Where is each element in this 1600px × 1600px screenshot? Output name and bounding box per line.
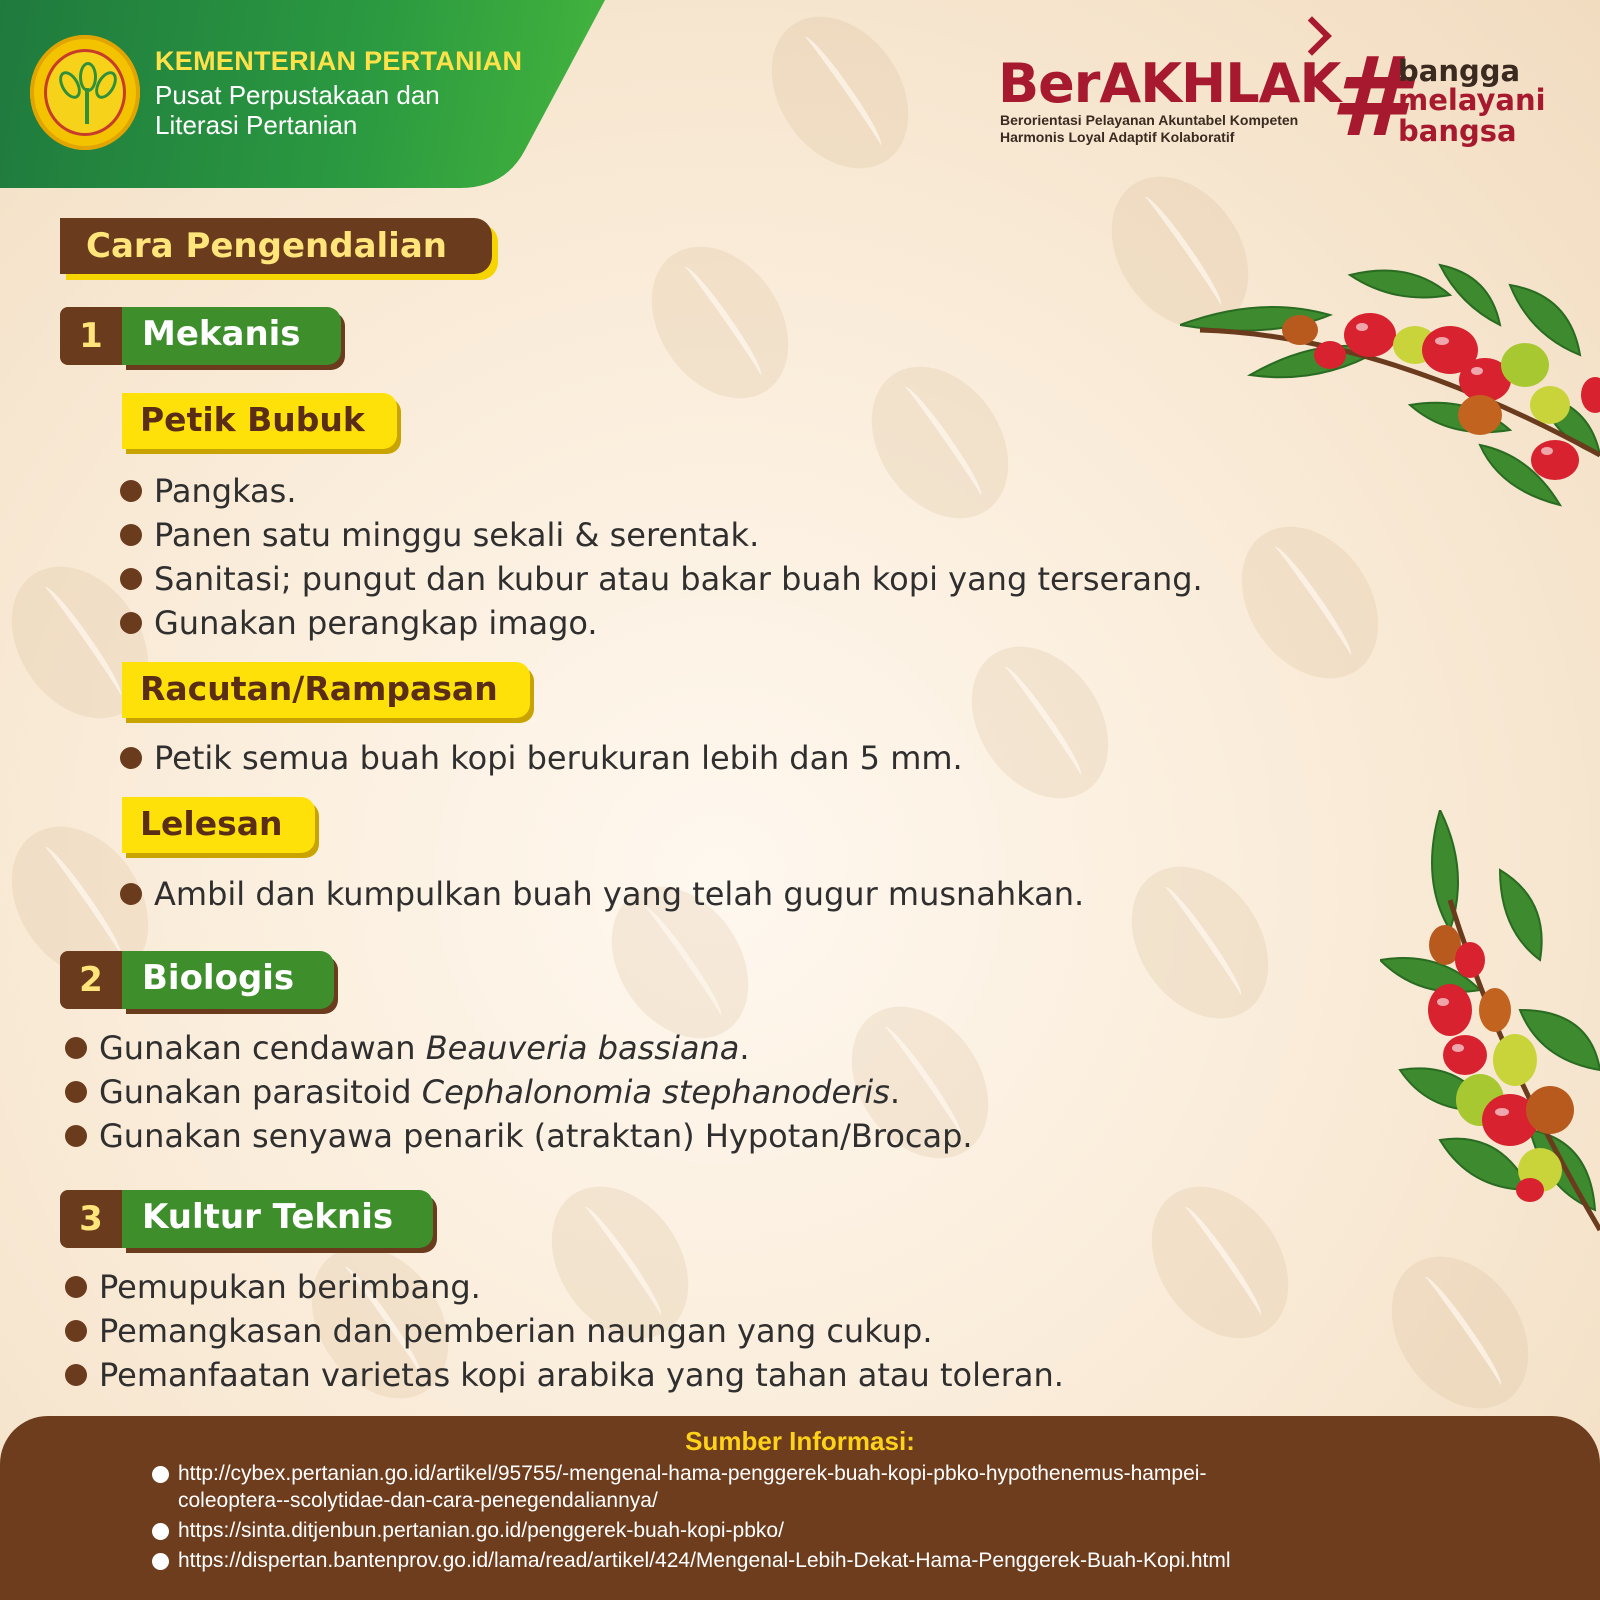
bullet-icon (152, 1466, 169, 1483)
list-item: Gunakan perangkap imago. (120, 601, 1203, 645)
bullet-icon (152, 1523, 169, 1540)
bullet-list-racutan (120, 736, 963, 780)
list-item: Pemanfaatan varietas kopi arabika yang tahan atau toleran. (65, 1353, 1064, 1397)
bullet-list-petik-bubuk (120, 469, 1203, 645)
org-unit-line2: Literasi Pertanian (155, 110, 358, 140)
list-item: Ambil dan kumpulkan buah yang telah gugur musnahkan. (120, 872, 1084, 916)
berakhlak-tagline-1: Berorientasi Pelayanan Akuntabel Kompeten (1000, 112, 1299, 128)
section-number: 2 (60, 951, 122, 1009)
source-link-dispertan[interactable]: https://dispertan.bantenprov.go.id/lama/read/artikel/424/Mengenal-Lebih-Dekat-Hama-Penggerek-Buah-Kopi.html (152, 1547, 1231, 1574)
source-footer (0, 1416, 1600, 1600)
bullet-list-kultur-teknis (65, 1265, 1064, 1397)
list-item: Gunakan parasitoid Cephalonomia stephanoderis. (65, 1070, 973, 1114)
list-item: Gunakan cendawan Beauveria bassiana. (65, 1026, 973, 1070)
org-unit-line1: Pusat Perpustakaan dan (155, 80, 440, 110)
hashtag-word-bangsa: bangsa (1398, 114, 1517, 148)
list-item: Pemangkasan dan pemberian naungan yang cukup. (65, 1309, 1064, 1353)
source-link-sinta[interactable]: https://sinta.ditjenbun.pertanian.go.id/penggerek-buah-kopi-pbko/ (152, 1517, 1231, 1544)
hashtag-word-bangga: bangga (1398, 54, 1521, 88)
bullet-icon (120, 883, 142, 905)
bullet-icon (65, 1276, 87, 1298)
section-label: Kultur Teknis (122, 1190, 433, 1248)
subsection-label-petik-bubuk: Petik Bubuk (122, 393, 397, 449)
ministry-logo-icon (30, 35, 140, 150)
org-name: KEMENTERIAN PERTANIAN (155, 46, 523, 76)
bullet-icon (120, 612, 142, 634)
list-item: Gunakan senyawa penarik (atraktan) Hypotan/Brocap. (65, 1114, 973, 1158)
section-number: 1 (60, 307, 122, 365)
bullet-icon (65, 1364, 87, 1386)
berakhlak-logo: BerAKHLAK (998, 52, 1341, 115)
bullet-icon (152, 1553, 169, 1570)
section-label: Biologis (122, 951, 334, 1009)
chevron-right-icon (1292, 16, 1332, 56)
source-link-cybex[interactable]: http://cybex.pertanian.go.id/artikel/95755/-mengenal-hama-penggerek-buah-kopi-pbko-hypothenemus-hampei- coleoptera--scolytidae-dan-cara-penegendaliannya/ (152, 1460, 1231, 1514)
list-item: Petik semua buah kopi berukuran lebih dan 5 mm. (120, 736, 963, 780)
subsection-label-lelesan: Lelesan (122, 797, 315, 853)
hashtag-icon: # (1330, 33, 1407, 161)
page-title: Cara Pengendalian (86, 226, 447, 266)
coffee-cherry-branch-icon (1380, 810, 1600, 1240)
bullet-icon (65, 1125, 87, 1147)
bullet-icon (65, 1081, 87, 1103)
source-title: Sumber Informasi: (685, 1426, 915, 1456)
bullet-list-biologis (65, 1026, 973, 1158)
section-number: 3 (60, 1190, 122, 1248)
hashtag-word-melayani: melayani (1398, 83, 1546, 117)
list-item: Pemupukan berimbang. (65, 1265, 1064, 1309)
bullet-icon (65, 1037, 87, 1059)
bullet-icon (120, 480, 142, 502)
list-item: Panen satu minggu sekali & serentak. (120, 513, 1203, 557)
bullet-icon (120, 568, 142, 590)
section-title-banner (60, 218, 492, 274)
berakhlak-tagline-2: Harmonis Loyal Adaptif Kolaboratif (1000, 129, 1235, 145)
bullet-icon (65, 1320, 87, 1342)
list-item: Pangkas. (120, 469, 1203, 513)
bullet-icon (120, 747, 142, 769)
source-list (152, 1460, 1231, 1577)
bullet-list-lelesan (120, 872, 1084, 916)
bullet-icon (120, 524, 142, 546)
list-item: Sanitasi; pungut dan kubur atau bakar buah kopi yang terserang. (120, 557, 1203, 601)
subsection-label-racutan: Racutan/Rampasan (122, 662, 530, 718)
section-label: Mekanis (122, 307, 341, 365)
coffee-cherry-branch-icon (1180, 255, 1600, 515)
